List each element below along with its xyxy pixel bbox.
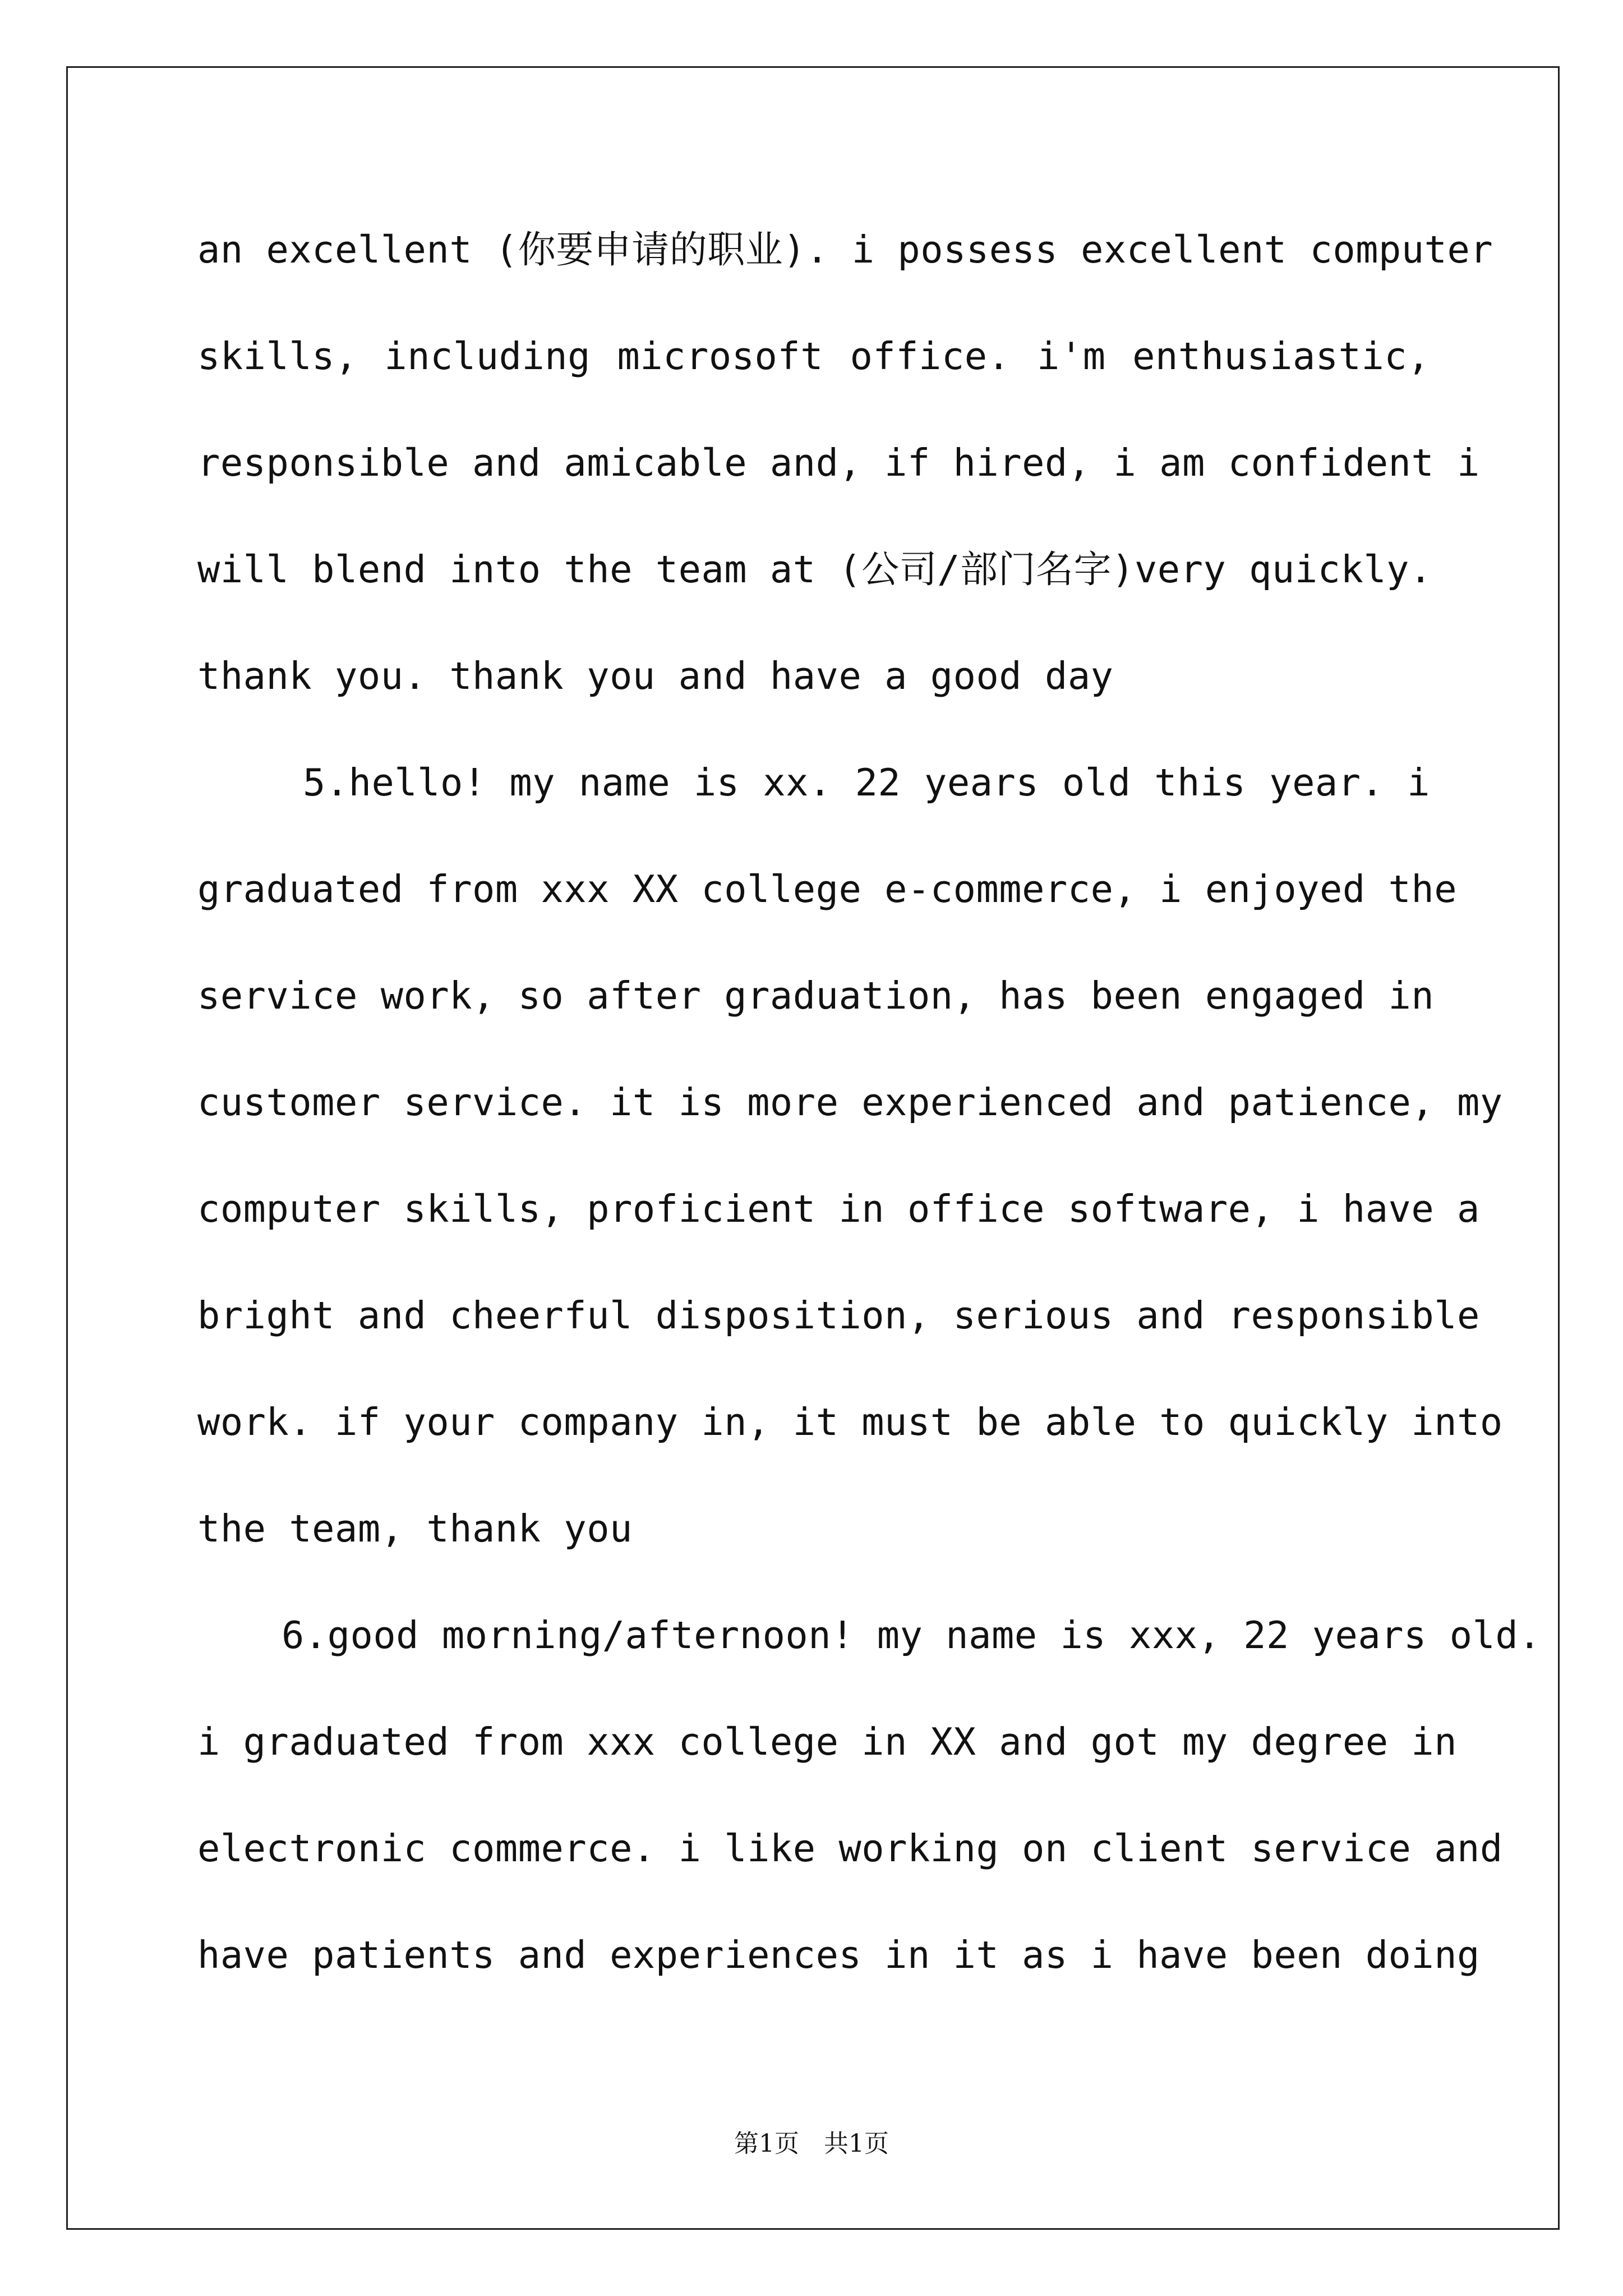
text-line: computer skills, proficient in office software, i have a — [197, 1187, 1480, 1231]
text-line: 5.hello! my name is xx. 22 years old this year. i — [303, 761, 1430, 804]
text-line: skills, including microsoft office. i'm enthusiastic, — [197, 334, 1430, 378]
text-line: service work, so after graduation, has been engaged in — [197, 974, 1435, 1018]
text-line: electronic commerce. i like working on client service and — [197, 1826, 1503, 1870]
text-line: graduated from xxx XX college e-commerce, i enjoyed the — [197, 867, 1458, 911]
text-line: the team, thank you — [197, 1507, 633, 1550]
text-line: bright and cheerful disposition, serious and responsible — [197, 1294, 1480, 1337]
text-line: responsible and amicable and, if hired, i am confident i — [197, 441, 1480, 485]
page-number-footer: 第1页 共1页 — [734, 2129, 889, 2158]
text-line: i graduated from xxx college in XX and got my degree in — [197, 1720, 1458, 1764]
text-line: 6.good morning/afternoon! my name is xxx, 22 years old. — [282, 1613, 1542, 1657]
text-line: work. if your company in, it must be able to quickly into — [197, 1400, 1503, 1444]
page-border — [66, 66, 1560, 2230]
text-line: thank you. thank you and have a good day — [197, 654, 1114, 698]
text-line: will blend into the team at (公司/部门名字)very quickly. — [197, 547, 1432, 591]
text-line: have patients and experiences in it as i have been doing — [197, 1933, 1480, 1977]
text-line: customer service. it is more experienced and patience, my — [197, 1080, 1503, 1124]
text-line: an excellent (你要申请的职业). i possess excellent computer — [197, 228, 1493, 272]
